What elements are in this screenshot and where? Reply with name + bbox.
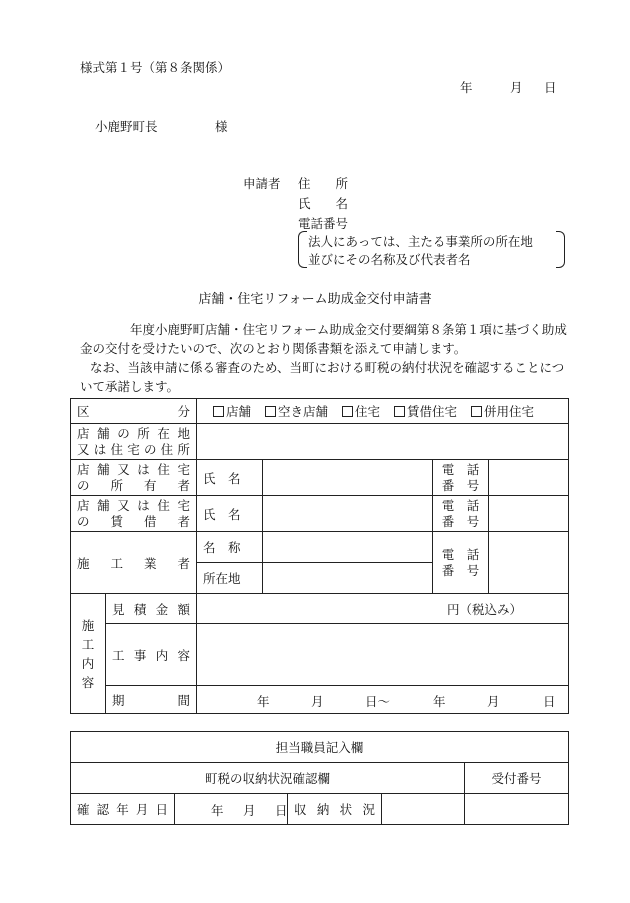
tenant-name-label: 氏 名	[197, 496, 263, 532]
category-label-left: 区	[77, 404, 90, 419]
tenant-phone-input[interactable]	[489, 496, 569, 532]
tenant-label: 店 舗 又 は 住 宅 の 賃 借 者	[71, 496, 197, 532]
staff-header-row	[71, 732, 569, 763]
date-day: 日	[544, 80, 557, 95]
category-option-store[interactable]: 店舗	[213, 404, 251, 419]
contractor-address-input[interactable]	[263, 563, 433, 594]
body-paragraph-1	[80, 320, 568, 358]
category-option-house[interactable]: 住宅	[342, 404, 380, 419]
category-label-right: 分	[177, 404, 190, 419]
owner-name-input[interactable]	[263, 460, 433, 496]
addressee: 小鹿野町長	[95, 119, 158, 134]
confirm-date-day: 日	[275, 803, 288, 818]
applicant-name-label: 氏 名	[298, 196, 349, 211]
payment-status-input[interactable]	[382, 794, 465, 825]
owner-phone-input[interactable]	[489, 460, 569, 496]
period-to-month: 月	[487, 694, 500, 709]
location-label	[71, 424, 197, 460]
staff-detail-row	[71, 794, 569, 825]
staff-header: 担当職員記入欄	[71, 732, 569, 763]
receipt-number-input[interactable]	[465, 794, 569, 825]
estimate-row	[71, 594, 569, 624]
period-to-year: 年	[433, 694, 446, 709]
location-label-line2: 又 は 住 宅 の 住 所	[77, 441, 190, 457]
work-content-label: 工 事 内 容	[106, 624, 197, 686]
application-table	[70, 398, 569, 714]
brace-right	[556, 231, 565, 268]
location-input[interactable]	[197, 424, 569, 460]
work-content-row	[71, 624, 569, 686]
contractor-name-label: 名 称	[197, 532, 263, 563]
owner-phone-label: 電 話 番 号	[433, 460, 489, 496]
body-paragraph-2	[80, 358, 568, 396]
applicant-note-line2: 並びにその名称及び代表者名	[308, 252, 471, 267]
checkbox-mixed-use[interactable]	[471, 406, 482, 417]
period-input[interactable]	[197, 686, 569, 714]
contractor-label: 施 工 業 者	[71, 532, 197, 594]
work-content-input[interactable]	[197, 624, 569, 686]
brace-left	[298, 231, 307, 268]
period-from-year: 年	[257, 694, 270, 709]
estimate-label: 見 積 金 額	[106, 594, 197, 624]
confirm-date-input[interactable]	[175, 794, 288, 825]
applicant-phone-label: 電話番号	[298, 216, 349, 231]
category-option-rental-house[interactable]: 賃借住宅	[394, 404, 457, 419]
checkbox-house[interactable]	[342, 406, 353, 417]
period-from-month: 月	[311, 694, 324, 709]
payment-status-label: 収 納 状 況	[288, 794, 382, 825]
body-paragraph-2-text: なお、当該申請に係る審査のため、当町における町税の納付状況を確認することについて承諾します。	[80, 360, 565, 394]
location-label-line1: 店 舗 の 所 在 地	[77, 425, 190, 441]
date-month: 月	[510, 80, 523, 95]
category-options	[197, 399, 569, 424]
tenant-phone-label: 電 話 番 号	[433, 496, 489, 532]
period-row	[71, 686, 569, 714]
applicant-note-line1: 法人にあっては、主たる事業所の所在地	[308, 234, 533, 249]
owner-name-label: 氏 名	[197, 460, 263, 496]
staff-table	[70, 731, 569, 825]
tax-check-label: 町税の収納状況確認欄	[71, 763, 465, 794]
category-label	[71, 399, 197, 424]
staff-subheader-row	[71, 763, 569, 794]
period-from-day: 日～	[365, 694, 391, 709]
applicant-address-label: 住 所	[298, 176, 349, 191]
confirm-date-month: 月	[243, 803, 256, 818]
period-label: 期 間	[106, 686, 197, 714]
category-option-mixed-use[interactable]: 併用住宅	[471, 404, 534, 419]
document-title: 店舗・住宅リフォーム助成金交付申請書	[198, 292, 432, 307]
checkbox-rental-house[interactable]	[394, 406, 405, 417]
contractor-address-label: 所在地	[197, 563, 263, 594]
confirm-date-year: 年	[211, 803, 224, 818]
contractor-name-input[interactable]	[263, 532, 433, 563]
estimate-unit: 円（税込み）	[447, 601, 523, 617]
contractor-row-1	[71, 532, 569, 563]
owner-label: 店 舗 又 は 住 宅 の 所 有 者	[71, 460, 197, 496]
honorific: 様	[215, 119, 228, 134]
category-option-vacant-store[interactable]: 空き店舗	[265, 404, 328, 419]
work-label: 施 工 内 容	[71, 594, 106, 714]
tenant-name-input[interactable]	[263, 496, 433, 532]
receipt-number-label: 受付番号	[465, 763, 569, 794]
contractor-phone-input[interactable]	[489, 532, 569, 594]
checkbox-store[interactable]	[213, 406, 224, 417]
tenant-row	[71, 496, 569, 532]
date-year: 年	[460, 80, 473, 95]
confirm-date-label: 確 認 年 月 日	[71, 794, 175, 825]
estimate-input[interactable]	[197, 594, 569, 624]
period-to-day: 日	[543, 694, 556, 709]
applicant-label: 申請者	[243, 176, 281, 191]
owner-row	[71, 460, 569, 496]
location-row	[71, 424, 569, 460]
contractor-phone-label: 電 話 番 号	[433, 532, 489, 594]
body-paragraph-1-text: 年度小鹿野町店舗・住宅リフォーム助成金交付要綱第８条第１項に基づく助成金の交付を受けたいので、次のとおり関係書類を添えて申請します。	[80, 322, 567, 356]
checkbox-vacant-store[interactable]	[265, 406, 276, 417]
form-number: 様式第１号（第８条関係）	[80, 60, 231, 75]
category-row	[71, 399, 569, 424]
